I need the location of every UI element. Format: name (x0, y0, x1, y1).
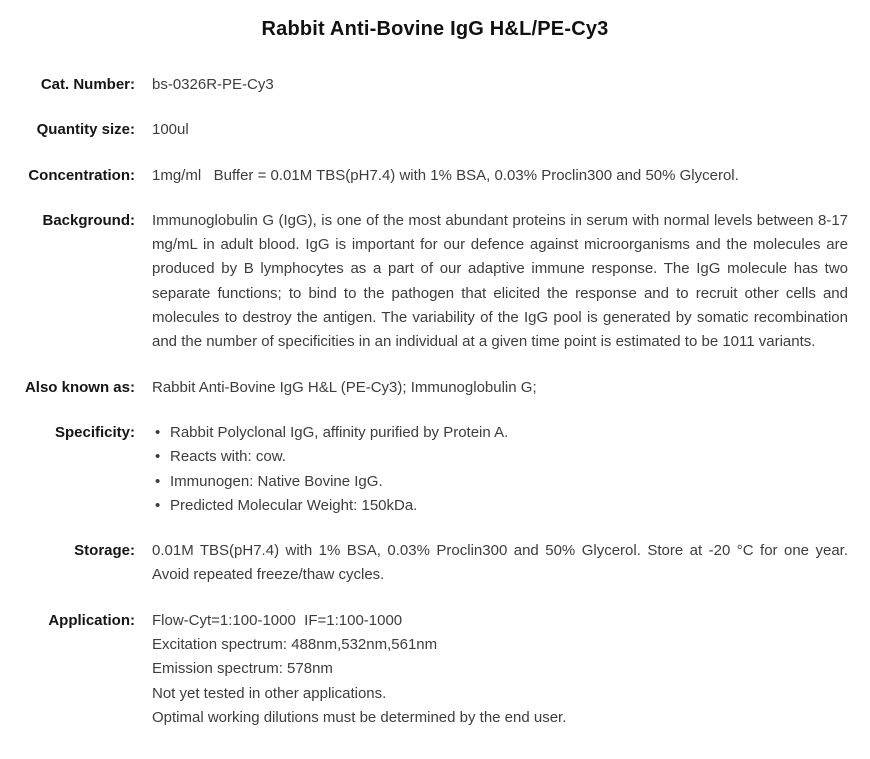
concentration-label: Concentration: (28, 166, 135, 184)
also-known-as-value: Rabbit Anti-Bovine IgG H&L (PE-Cy3); Immunoglobulin G; (152, 378, 537, 396)
also-known-as-label: Also known as: (24, 378, 135, 396)
row-application (0, 609, 870, 730)
storage-value: 0.01M TBS(pH7.4) with 1% BSA, 0.03% Proclin300 and 50% Glycerol. Store at -20 °C for one year. Avoid repeated freeze/thaw cycles. (152, 542, 848, 584)
quantity-size-label: Quantity size: (36, 121, 135, 139)
background-value: Immunoglobulin G (IgG), is one of the most abundant proteins in serum with normal levels between 8-17 mg/mL in adult blood. IgG is important for our defence against microorganisms and the molecules are produced by B lymphocytes as a part of our adaptive immune response. The IgG molecule has two separate functions; to bind to the pathogen that elicited the response and to recruit other cells and molecules to destroy the antigen. The variability of the IgG pool is generated by somatic recombination and the number of specificities in an individual at a given time point is estimated to be 1011 variants. (152, 211, 848, 351)
row-storage (0, 539, 870, 588)
list-item: • Predicted Molecular Weight: 150kDa. (152, 494, 848, 518)
row-also-known-as (0, 376, 870, 400)
application-line: Optimal working dilutions must be determined by the end user. (152, 708, 567, 726)
row-concentration (0, 164, 870, 188)
row-quantity-size (0, 118, 870, 142)
row-specificity (0, 421, 870, 518)
application-line: Not yet tested in other applications. (152, 684, 387, 702)
application-line: Flow-Cyt=1:100-1000 IF=1:100-1000 (152, 611, 403, 629)
cat-number-label: Cat. Number: (40, 76, 135, 93)
application-line: Excitation spectrum: 488nm,532nm,561nm (152, 636, 438, 654)
list-item: • Reacts with: cow. (152, 445, 848, 469)
storage-label: Storage: (74, 542, 135, 560)
concentration-value: 1mg/ml Buffer = 0.01M TBS(pH7.4) with 1% BSA, 0.03% Proclin300 and 50% Glycerol. (152, 166, 739, 184)
application-line: Emission spectrum: 578nm (152, 660, 333, 678)
page-title: Rabbit Anti-Bovine IgG H&L/PE-Cy3 (261, 18, 609, 40)
quantity-size-value: 100ul (152, 121, 189, 139)
list-item: • Rabbit Polyclonal IgG, affinity purified by Protein A. (152, 421, 848, 445)
row-background (0, 209, 870, 355)
background-label: Background: (42, 211, 135, 229)
list-item: • Immunogen: Native Bovine IgG. (152, 470, 848, 494)
cat-number-value: bs-0326R-PE-Cy3 (152, 76, 274, 93)
application-value (152, 609, 870, 730)
application-label: Application: (48, 611, 135, 629)
specificity-value (152, 421, 870, 518)
specificity-label: Specificity: (54, 423, 135, 441)
specificity-list (152, 421, 848, 518)
row-cat-number (0, 73, 870, 97)
